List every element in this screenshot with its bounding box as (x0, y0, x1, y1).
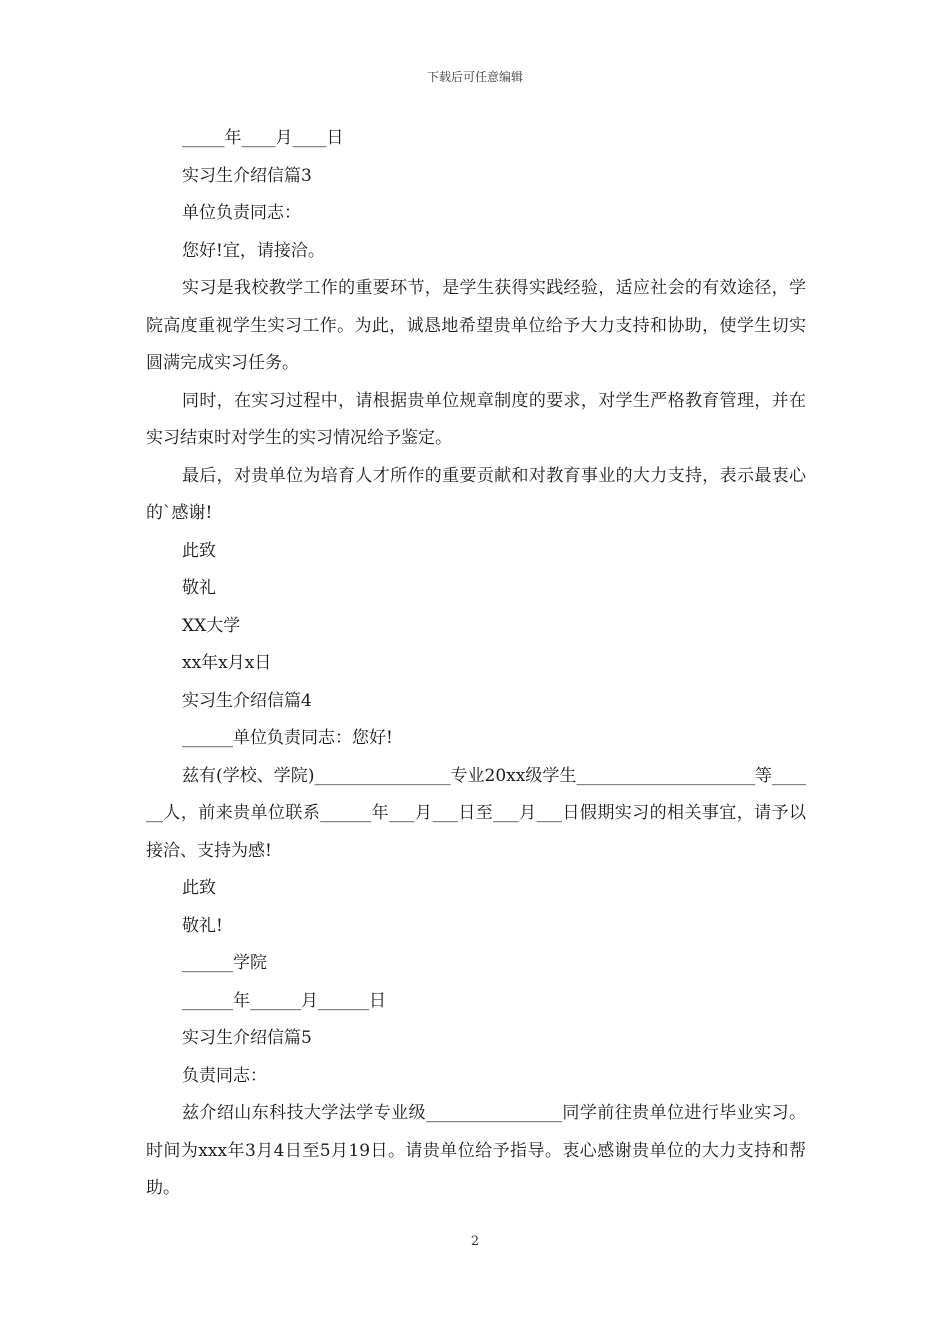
closing: 敬礼! (182, 915, 223, 936)
section-title-5: 实习生介绍信篇5 (182, 1028, 312, 1048)
greeting: 您好!宜，请接洽。 (182, 240, 325, 261)
closing: 敬礼 (182, 578, 216, 598)
signature: ______学院 (182, 953, 267, 973)
date-line: ______年______月______日 (182, 990, 386, 1011)
closing: 此致 (182, 540, 216, 561)
date-line: xx年x月x日 (182, 653, 272, 673)
date-line: _____年____月____日 (182, 128, 344, 148)
section-title-4: 实习生介绍信篇4 (182, 690, 312, 711)
body-paragraph: 最后，对贵单位为培育人才所作的重要贡献和对教育事业的大力支持，表示最衷心的`感谢! (146, 465, 806, 523)
page-header: 下载后可任意编辑 (426, 70, 523, 84)
salutation: ______单位负责同志：您好! (182, 728, 393, 748)
body-paragraph: 实习是我校教学工作的重要环节，是学生获得实践经验，适应社会的有效途径，学院高度重视学生实习工作。为此，诚恳地希望贵单位给予大力支持和协助，使学生切实圆满完成实习任务。 (146, 278, 806, 373)
page-number: 2 (470, 1234, 480, 1249)
body-paragraph: 兹有(学校、学院)________________专业20xx级学生_____________________等______人，前来贵单位联系______年___月___日至___月___日假期实习的相关事宜，请予以接洽、支持为感! (146, 765, 806, 861)
body-paragraph: 兹介绍山东科技大学法学专业级________________同学前往贵单位进行毕业实习。时间为xxx年3月4日至5月19日。请贵单位给予指导。衷心感谢贵单位的大力支持和帮助。 (146, 1103, 806, 1198)
document-body (146, 120, 806, 1208)
section-title-3: 实习生介绍信篇3 (182, 165, 312, 186)
salutation: 负责同志： (182, 1065, 267, 1086)
body-paragraph: 同时，在实习过程中，请根据贵单位规章制度的要求，对学生严格教育管理，并在实习结束时对学生的实习情况给予鉴定。 (146, 390, 806, 448)
salutation: 单位负责同志： (182, 203, 301, 223)
closing: 此致 (182, 878, 216, 898)
signature: XX大学 (182, 615, 241, 636)
